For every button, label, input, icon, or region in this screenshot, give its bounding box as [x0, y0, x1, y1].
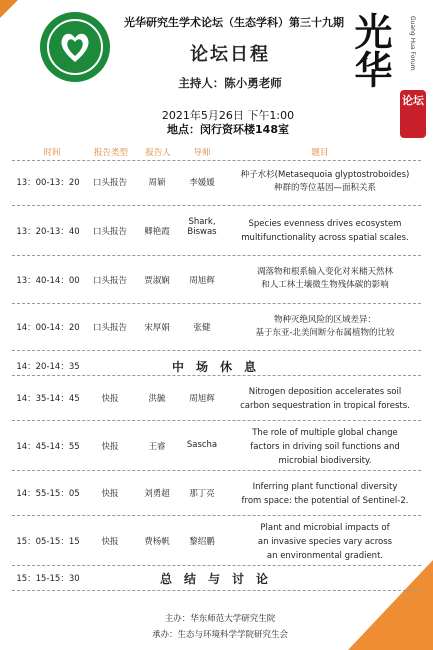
schedule-time: 13：20-13：40: [16, 226, 80, 237]
row-divider: [12, 515, 421, 516]
topic-line: an invasive species vary across: [257, 536, 393, 547]
schedule-time: 13：40-14：00: [16, 275, 80, 286]
topic-line: 种群的等位基因—面积关系: [273, 182, 376, 193]
schedule-advisor: 张健: [193, 323, 211, 333]
page-title: 论坛日程: [190, 44, 270, 65]
schedule-topic: [227, 217, 423, 245]
topic-line: 凋落物和根系输入变化对米槠天然林: [256, 267, 393, 277]
schedule-type: 口头报告: [92, 178, 127, 188]
schedule-time: 13：00-13：20: [16, 178, 80, 188]
schedule-type: 口头报告: [92, 226, 127, 237]
schedule-break: 中场休息: [171, 359, 268, 374]
schedule-time: 14：20-14：35: [16, 361, 80, 372]
schedule-advisor: 黎绍鹏: [189, 536, 215, 547]
topic-line: 和人工林土壤微生物残体碳的影响: [261, 280, 389, 290]
event-location: 地点：闵行资环楼148室: [167, 123, 289, 136]
forum-brand-logo: [350, 12, 430, 132]
topic-line: Shark,: [188, 216, 216, 227]
column-header: 题目: [311, 148, 329, 158]
topic-line: Plant and microbial impacts of: [260, 522, 390, 533]
schedule-advisor: [180, 217, 224, 237]
corner-decoration-top-left: [0, 0, 18, 18]
row-divider: [12, 470, 421, 471]
schedule-time: 15：05-15：15: [16, 536, 80, 547]
row-divider: [12, 205, 421, 206]
schedule-advisor: Sascha: [186, 439, 218, 450]
corner-decoration-bottom-right: [348, 560, 433, 650]
brand-calligraphy: 光华: [348, 12, 393, 88]
row-divider: [12, 565, 421, 566]
schedule-advisor: 那丁亮: [189, 489, 215, 499]
schedule-speaker: 洪毓: [148, 394, 166, 404]
row-divider: [12, 590, 421, 591]
schedule-speaker: 贾淑娴: [144, 275, 170, 286]
event-date: 2021年5月26日 下午1:00: [161, 109, 295, 122]
schedule-advisor: 李媛媛: [189, 178, 215, 188]
schedule-topic: [227, 169, 423, 195]
schedule-speaker: 宋厚娟: [144, 323, 170, 333]
column-header: 报告类型: [93, 148, 128, 158]
header-divider: [12, 160, 421, 161]
topic-line: 基于东亚-北美间断分布属植物的比较: [255, 327, 395, 338]
schedule-type: 口头报告: [92, 275, 127, 286]
schedule-time: 15：15-15：30: [16, 574, 80, 584]
topic-line: The role of multiple global change: [252, 427, 398, 438]
brand-seal: [400, 90, 426, 138]
schedule-type: 快报: [101, 536, 119, 547]
schedule-time: 14：00-14：20: [16, 323, 80, 333]
schedule-topic: [227, 266, 423, 292]
schedule-type: 快报: [101, 441, 119, 452]
topic-line: from space: the potential of Sentinel-2.: [241, 495, 409, 506]
column-header: 导师: [193, 148, 211, 158]
column-header: 报告人: [145, 148, 171, 158]
schedule-topic: [227, 314, 423, 340]
schedule-topic: [227, 385, 423, 413]
row-divider: [12, 350, 421, 351]
topic-line: multifunctionality across spatial scales.: [241, 233, 409, 243]
schedule-speaker: 卿艳霞: [144, 226, 170, 237]
organizer: 主办：华东师范大学研究生院: [164, 614, 276, 624]
schedule-time: 14：55-15：05: [16, 489, 80, 499]
schedule-speaker: 王睿: [148, 441, 166, 452]
row-divider: [12, 420, 421, 421]
schedule-speaker: 周颖: [148, 178, 166, 188]
host-label: 主持人：陈小勇老师: [178, 76, 282, 90]
schedule-type: 快报: [101, 489, 119, 499]
row-divider: [12, 375, 421, 376]
topic-line: Nitrogen deposition accelerates soil: [248, 386, 402, 397]
column-header: 时间: [43, 148, 61, 158]
schedule-topic: [227, 480, 423, 508]
brand-vertical-text: Guang Hua Forum: [409, 16, 416, 71]
co-organizer: 承办：生态与环境科学学院研究生会: [151, 630, 288, 640]
row-divider: [12, 255, 421, 256]
schedule-break: 总结与讨论: [159, 572, 280, 587]
schedule-speaker: 刘勇超: [144, 489, 170, 499]
topic-line: Inferring plant functional diversity: [252, 481, 398, 492]
schedule-time: 14：45-14：55: [16, 441, 80, 452]
forum-title: 光华研究生学术论坛（生态学科）第三十九期: [124, 16, 344, 29]
university-emblem-icon: [40, 12, 110, 82]
topic-line: 种子水杉(Metasequoia glyptostroboides): [240, 169, 410, 180]
topic-line: microbial biodiversity.: [278, 455, 372, 466]
topic-line: Biswas: [187, 226, 217, 237]
topic-line: factors in driving soil functions and: [250, 441, 400, 452]
seal-text: 论坛: [402, 94, 424, 107]
row-divider: [12, 303, 421, 304]
schedule-topic: [227, 426, 423, 468]
topic-line: an environmental gradient.: [266, 550, 384, 561]
schedule-type: 快报: [101, 394, 119, 404]
topic-line: Species evenness drives ecosystem: [248, 219, 402, 229]
schedule-topic: [227, 521, 423, 563]
schedule-advisor: 周旭辉: [189, 275, 215, 286]
schedule-speaker: 费杨帆: [144, 536, 170, 547]
topic-line: carbon sequestration in tropical forests.: [240, 400, 410, 411]
schedule-type: 口头报告: [92, 323, 127, 333]
schedule-advisor: 周旭辉: [189, 394, 215, 404]
topic-line: 物种灭绝风险的区域差异：: [273, 314, 376, 325]
schedule-time: 14：35-14：45: [16, 394, 80, 404]
